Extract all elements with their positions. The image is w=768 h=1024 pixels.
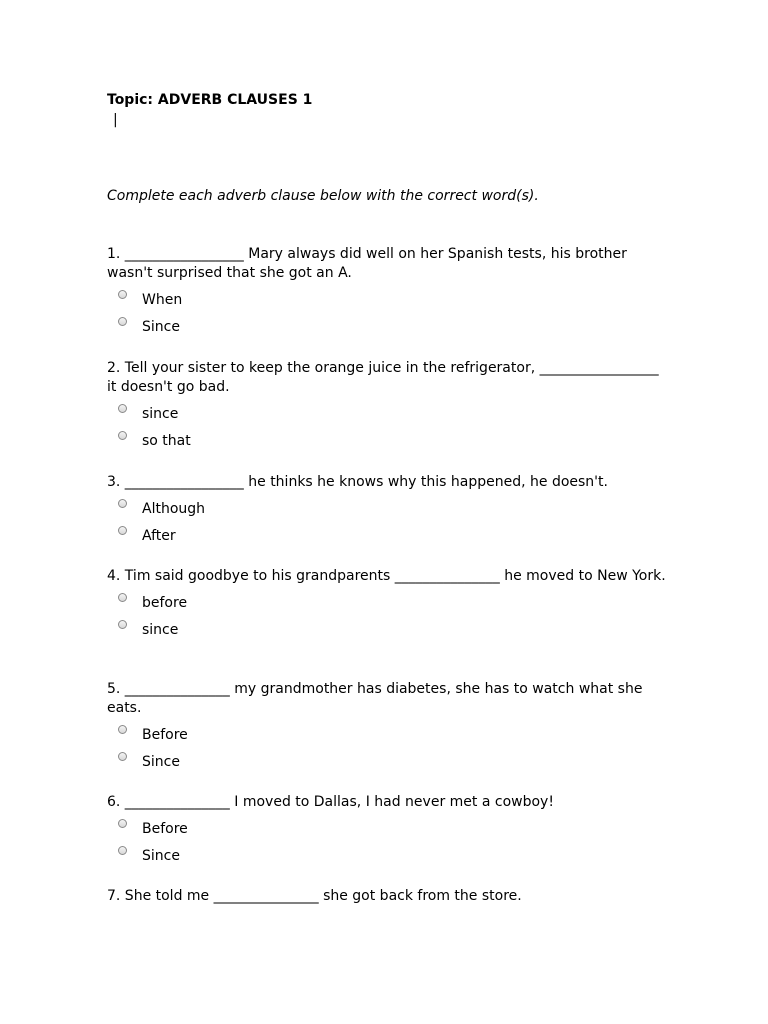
- option-label: When: [142, 292, 183, 308]
- radio-button[interactable]: [118, 593, 127, 602]
- option-label: before: [142, 595, 188, 611]
- question-text: 1. _________________ Mary always did well on her Spanish tests, his brother wasn't surprised that she got an A.: [107, 246, 627, 281]
- question-text: 7. She told me _______________ she got back from the store.: [107, 888, 522, 904]
- radio-button[interactable]: [118, 752, 127, 761]
- option-after[interactable]: [107, 524, 667, 551]
- question-text: 4. Tim said goodbye to his grandparents _______________ he moved to New York.: [107, 568, 666, 584]
- text-cursor: |: [113, 112, 118, 128]
- option-since[interactable]: [107, 618, 667, 645]
- option-before[interactable]: [107, 723, 667, 750]
- radio-button[interactable]: [118, 819, 127, 828]
- question-text: 2. Tell your sister to keep the orange juice in the refrigerator, _________________ it doesn't go bad.: [107, 360, 659, 395]
- question-text: 3. _________________ he thinks he knows why this happened, he doesn't.: [107, 474, 608, 490]
- radio-button[interactable]: [118, 404, 127, 413]
- option-label: since: [142, 622, 179, 638]
- option-although[interactable]: [107, 497, 667, 524]
- question-4: [107, 567, 667, 645]
- radio-button[interactable]: [118, 526, 127, 535]
- option-since[interactable]: [107, 315, 667, 342]
- radio-button[interactable]: [118, 290, 127, 299]
- question-5: [107, 680, 667, 777]
- option-label: so that: [142, 433, 191, 449]
- option-label: Since: [142, 754, 180, 770]
- radio-button[interactable]: [118, 499, 127, 508]
- radio-button[interactable]: [118, 431, 127, 440]
- option-since[interactable]: [107, 750, 667, 777]
- question-2: [107, 359, 667, 456]
- question-text: 6. _______________ I moved to Dallas, I had never met a cowboy!: [107, 794, 554, 810]
- answer-options: [107, 288, 667, 342]
- option-label: Since: [142, 848, 180, 864]
- option-since[interactable]: [107, 844, 667, 871]
- option-label: Since: [142, 319, 180, 335]
- question-3: [107, 473, 667, 551]
- option-label: Before: [142, 727, 188, 743]
- answer-options: [107, 817, 667, 871]
- question-text: 5. _______________ my grandmother has diabetes, she has to watch what she eats.: [107, 681, 643, 716]
- question-6: [107, 793, 667, 871]
- option-so-that[interactable]: [107, 429, 667, 456]
- option-label: Before: [142, 821, 188, 837]
- answer-options: [107, 497, 667, 551]
- option-label: Although: [142, 501, 206, 517]
- option-before[interactable]: [107, 817, 667, 844]
- radio-button[interactable]: [118, 846, 127, 855]
- radio-button[interactable]: [118, 317, 127, 326]
- option-before[interactable]: [107, 591, 667, 618]
- question-1: [107, 245, 667, 342]
- answer-options: [107, 591, 667, 645]
- question-7: [107, 887, 667, 906]
- answer-options: [107, 723, 667, 777]
- radio-button[interactable]: [118, 725, 127, 734]
- option-label: since: [142, 406, 179, 422]
- radio-button[interactable]: [118, 620, 127, 629]
- option-since[interactable]: [107, 402, 667, 429]
- instructions-text: Complete each adverb clause below with the correct word(s).: [107, 188, 539, 204]
- topic-heading: Topic: ADVERB CLAUSES 1: [107, 92, 313, 108]
- option-when[interactable]: [107, 288, 667, 315]
- option-label: After: [142, 528, 176, 544]
- answer-options: [107, 402, 667, 456]
